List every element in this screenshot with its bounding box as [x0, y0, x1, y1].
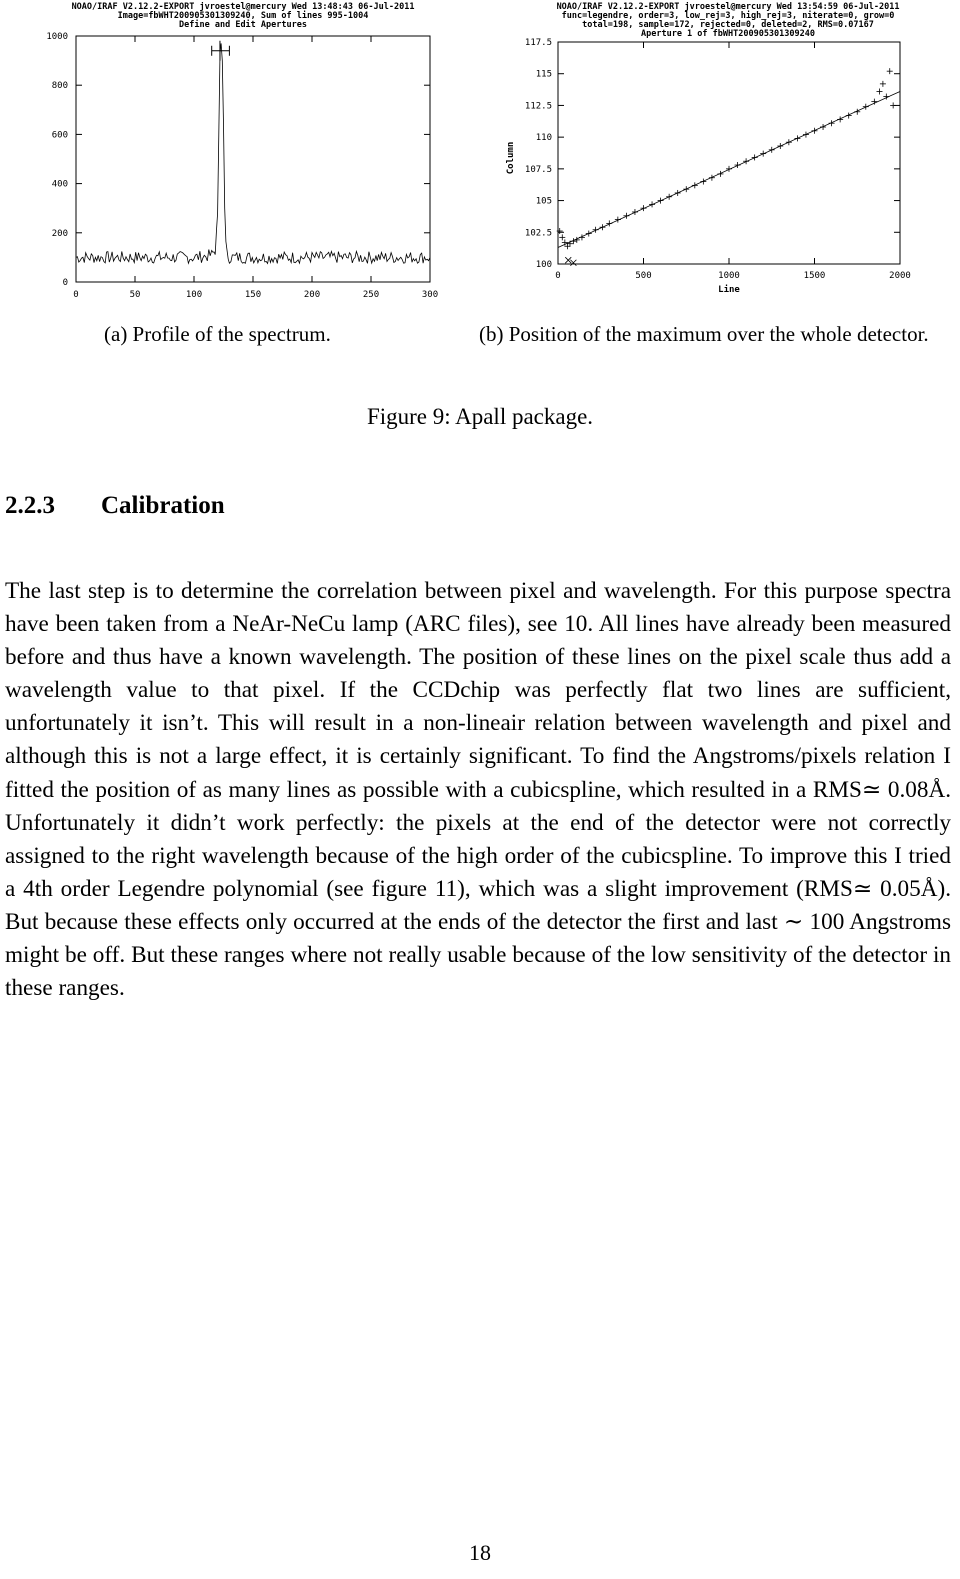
- x-tick-label: 50: [129, 290, 141, 300]
- y-tick-label: 107.5: [524, 164, 552, 175]
- x-tick-label: 0: [73, 290, 79, 300]
- data-point: [752, 154, 758, 160]
- x-axis-label: Line: [718, 285, 740, 295]
- data-point: [890, 102, 896, 108]
- data-point: [846, 113, 852, 119]
- data-point: [683, 186, 689, 192]
- data-point: [586, 231, 592, 237]
- data-point: [812, 128, 818, 134]
- y-axis-label: Column: [506, 141, 516, 175]
- data-point: [709, 175, 715, 181]
- figure-b-header-line: total=198, sample=172, rejected=0, deleted=2, RMS=0.07167: [582, 20, 874, 30]
- data-point: [743, 158, 749, 164]
- x-tick-label: 300: [421, 290, 438, 300]
- data-point: [769, 147, 775, 153]
- data-point: [887, 68, 893, 74]
- data-point: [632, 209, 638, 215]
- x-tick-label: 150: [244, 290, 262, 300]
- y-tick-label: 800: [51, 81, 68, 92]
- figure-b-header-line: Aperture 1 of fbWHT200905301309240: [641, 29, 815, 39]
- x-tick-label: 200: [303, 290, 321, 300]
- data-point: [735, 162, 741, 168]
- y-tick-label: 200: [51, 228, 68, 239]
- data-point: [658, 198, 664, 204]
- aperture-marker: [212, 41, 230, 61]
- data-point: [786, 139, 792, 145]
- figure-a-header-line: NOAO/IRAF V2.12.2-EXPORT jvroestel@mercury Wed 13:48:43 06-Jul-2011: [71, 2, 415, 12]
- y-tick-label: 102.5: [524, 228, 552, 239]
- y-tick-label: 600: [51, 130, 68, 141]
- x-tick-label: 500: [635, 271, 652, 281]
- figure-b-header-line: NOAO/IRAF V2.12.2-EXPORT jvroestel@mercury Wed 13:54:59 06-Jul-2011: [556, 2, 900, 12]
- profile-line: [76, 43, 430, 263]
- data-point: [863, 104, 869, 110]
- data-point: [820, 124, 826, 130]
- data-point: [837, 116, 843, 122]
- data-point: [570, 238, 576, 244]
- figure-b-caption: (b) Position of the maximum over the whole detector.: [479, 322, 929, 346]
- data-point: [593, 227, 599, 233]
- data-point: [641, 205, 647, 211]
- data-point: [726, 166, 732, 172]
- plot-frame: [76, 36, 430, 282]
- figure-a-caption: (a) Profile of the spectrum.: [104, 322, 331, 346]
- y-tick-label: 1000: [46, 32, 68, 42]
- data-point: [599, 224, 605, 230]
- figure-a-header-line: Define and Edit Apertures: [179, 20, 307, 30]
- x-tick-label: 100: [185, 290, 203, 300]
- y-tick-label: 112.5: [524, 101, 552, 112]
- y-tick-label: 115: [535, 69, 552, 80]
- data-point: [615, 217, 621, 223]
- data-point: [876, 88, 882, 94]
- page-number: 18: [469, 1540, 491, 1565]
- y-tick-label: 400: [51, 179, 68, 190]
- data-point: [567, 241, 573, 247]
- data-point: [829, 120, 835, 126]
- body-paragraph: The last step is to determine the correlation between pixel and wavelength. For this purpose spectra have been taken from a NeAr-NeCu lamp (ARC files), see 10. All lines have already been measured before and thus have a known wavelength. The position of these lines on the pixel scale thus add a wavelength value to that pixel. If the CCDchip was perfectly flat two lines are sufficient, unfortunately it isn’t. This will result in a non-lineair relation between wavelength and pixel and although this is not a large effect, it is certainly significant. To find the Angstroms/pixels relation I fitted the position of as many lines as possible with a cubicspline, which resulted in a RMS≃ 0.08Å. Unfortunately it didn’t work perfectly: the pixels at the end of the detector were not correctly assigned to the right wavelength because of the high order of the cubicspline. To improve this I tried a 4th order Legendre polynomial (see figure 11), which was a slight improvement (RMS≃ 0.05Å). But because these effects only occurred at the ends of the detector the first and last ∼ 100 Angstroms might be off. But these ranges where not really usable because of the low sensitivity of the detector in these ranges.: [5, 578, 951, 1002]
- x-tick-label: 250: [362, 290, 380, 300]
- figure-a-header-line: Image=fbWHT200905301309240, Sum of lines 995-1004: [117, 11, 369, 21]
- data-point: [559, 234, 565, 240]
- figure-title: Figure 9: Apall package.: [366, 404, 594, 429]
- data-point: [777, 143, 783, 149]
- spectrum-profile-chart: [38, 0, 438, 304]
- data-point: [606, 220, 612, 226]
- y-tick-label: 100: [535, 260, 552, 270]
- data-point: [675, 190, 681, 196]
- data-point: [794, 135, 800, 141]
- y-tick-label: 117.5: [524, 38, 552, 48]
- x-tick-label: 2000: [889, 271, 911, 281]
- data-point: [700, 179, 706, 185]
- data-point: [760, 151, 766, 157]
- y-tick-label: 110: [535, 133, 552, 144]
- y-tick-label: 105: [535, 196, 552, 207]
- section-heading: [5, 492, 225, 520]
- data-point: [623, 213, 629, 219]
- x-tick-label: 0: [555, 271, 561, 281]
- section-number: 2.2.3: [5, 492, 55, 519]
- data-point: [880, 81, 886, 87]
- data-point: [692, 182, 698, 188]
- maximum-position-chart: [500, 0, 920, 300]
- section-title: Calibration: [101, 492, 225, 519]
- data-point: [649, 201, 655, 207]
- x-tick-label: 1000: [718, 271, 740, 281]
- plot-frame: [558, 42, 900, 264]
- y-tick-label: 0: [62, 278, 68, 288]
- data-point: [717, 171, 723, 177]
- data-point: [803, 132, 809, 138]
- data-point: [666, 194, 672, 200]
- x-tick-label: 1500: [803, 271, 826, 281]
- data-point: [562, 239, 568, 245]
- figure-b-header-line: func=legendre, order=3, low_rej=3, high_rej=3, niterate=0, grow=0: [561, 11, 895, 21]
